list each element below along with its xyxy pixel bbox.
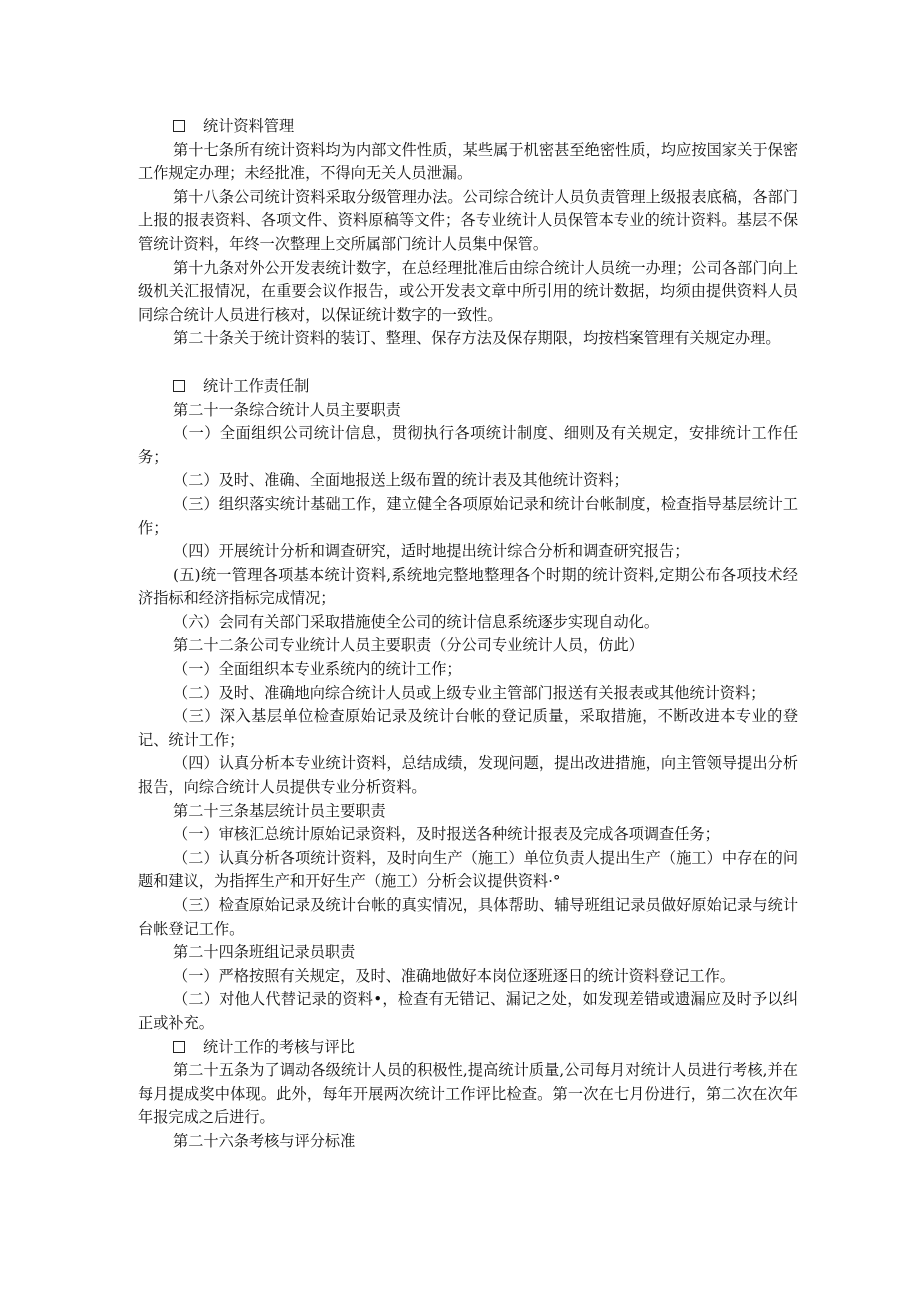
section-heading: 统计资料管理	[138, 115, 798, 139]
paragraph: （六）会同有关部门采取措施使全公司的统计信息系统逐步实现自动化。	[173, 612, 659, 631]
checkbox-icon	[173, 120, 185, 132]
checkbox-icon	[173, 380, 185, 392]
paragraph: 第二十三条基层统计员主要职责	[173, 801, 386, 820]
paragraph: （四）认真分析本专业统计资料，总结成绩，发现问题，提出改进措施，向主管领导提出分析报告，向综合统计人员提供专业分析资料。	[138, 754, 798, 797]
paragraph: 第二十条关于统计资料的装订、整理、保存方法及保存期限，均按档案管理有关规定办理。	[173, 329, 781, 348]
section-heading: 统计工作责任制	[138, 375, 798, 399]
paragraph: 第二十五条为了调动各级统计人员的积极性,提高统计质量,公司每月对统计人员进行考核,并在每月提成奖中体现。此外，每年开展两次统计工作评比检查。第一次在七月份进行，第二次在次年年报完成之后进行。	[138, 1061, 798, 1127]
paragraph: （一）审核汇总统计原始记录资料，及时报送各种统计报表及完成各项调查任务；	[173, 825, 720, 844]
checkbox-icon	[173, 1041, 185, 1053]
paragraph: （三）检查原始记录及统计台帐的真实情况，具体帮助、辅导班组记录员做好原始记录与统计台帐登记工作。	[138, 896, 798, 938]
paragraph: (五)统一管理各项基本统计资料,系统地完整地整理各个时期的统计资料,定期公布各项技术经济指标和经济指标完成情况；	[138, 565, 798, 608]
paragraph: 第二十四条班组记录员职责	[173, 943, 356, 962]
paragraph: （二）认真分析各项统计资料，及时向生产（施工）单位负责人提出生产（施工）中存在的问题和建议，为指挥生产和开好生产（施工）分析会议提供资料·°	[138, 848, 798, 891]
document-body	[138, 115, 798, 1154]
paragraph: （一）全面组织本专业系统内的统计工作；	[173, 660, 462, 679]
paragraph: （二）对他人代替记录的资料•，检查有无错记、漏记之处，如发现差错或遗漏应及时予以纠正或补充。	[138, 990, 798, 1032]
paragraph: （一）全面组织公司统计信息，贯彻执行各项统计制度、细则及有关规定，安排统计工作任务；	[138, 424, 798, 466]
paragraph: （三）组织落实统计基础工作，建立健全各项原始记录和统计台帐制度，检查指导基层统计工作；	[138, 494, 798, 537]
section-heading: 统计工作的考核与评比	[138, 1036, 798, 1060]
paragraph: 第十七条所有统计资料均为内部文件性质，某些属于机密甚至绝密性质，均应按国家关于保密工作规定办理；未经批准，不得向无关人员泄漏。	[138, 140, 798, 183]
paragraph: （一）严格按照有关规定，及时、准确地做好本岗位逐班逐日的统计资料登记工作。	[173, 966, 735, 985]
paragraph: （二）及时、准确地向综合统计人员或上级专业主管部门报送有关报表或其他统计资料；	[173, 683, 766, 702]
paragraph: 第二十六条考核与评分标准	[173, 1131, 356, 1150]
paragraph: （四）开展统计分析和调查研究，适时地提出统计综合分析和调查研究报告；	[173, 542, 690, 561]
paragraph: 第十九条对外公开发表统计数字，在总经理批准后由综合统计人员统一办理；公司各部门向上级机关汇报情况，在重要会议作报告，或公开发表文章中所引用的统计数据，均须由提供资料人员同综合统计人员进行核对，以保证统计数字的一致性。	[138, 258, 798, 324]
paragraph: 第二十一条综合统计人员主要职责	[173, 400, 401, 419]
paragraph: 第十八条公司统计资料采取分级管理办法。公司综合统计人员负责管理上级报表底稿，各部门上报的报表资料、各项文件、资料原稿等文件；各专业统计人员保管本专业的统计资料。基层不保管统计资料，年终一次整理上交所属部门统计人员集中保管。	[138, 187, 798, 253]
paragraph: （三）深入基层单位检查原始记录及统计台帐的登记质量，采取措施，不断改进本专业的登记、统计工作；	[138, 707, 798, 749]
paragraph: 第二十二条公司专业统计人员主要职责（分公司专业统计人员，仿此）	[173, 636, 644, 655]
paragraph: （二）及时、准确、全面地报送上级布置的统计表及其他统计资料；	[173, 471, 629, 490]
section-gap	[138, 351, 798, 375]
